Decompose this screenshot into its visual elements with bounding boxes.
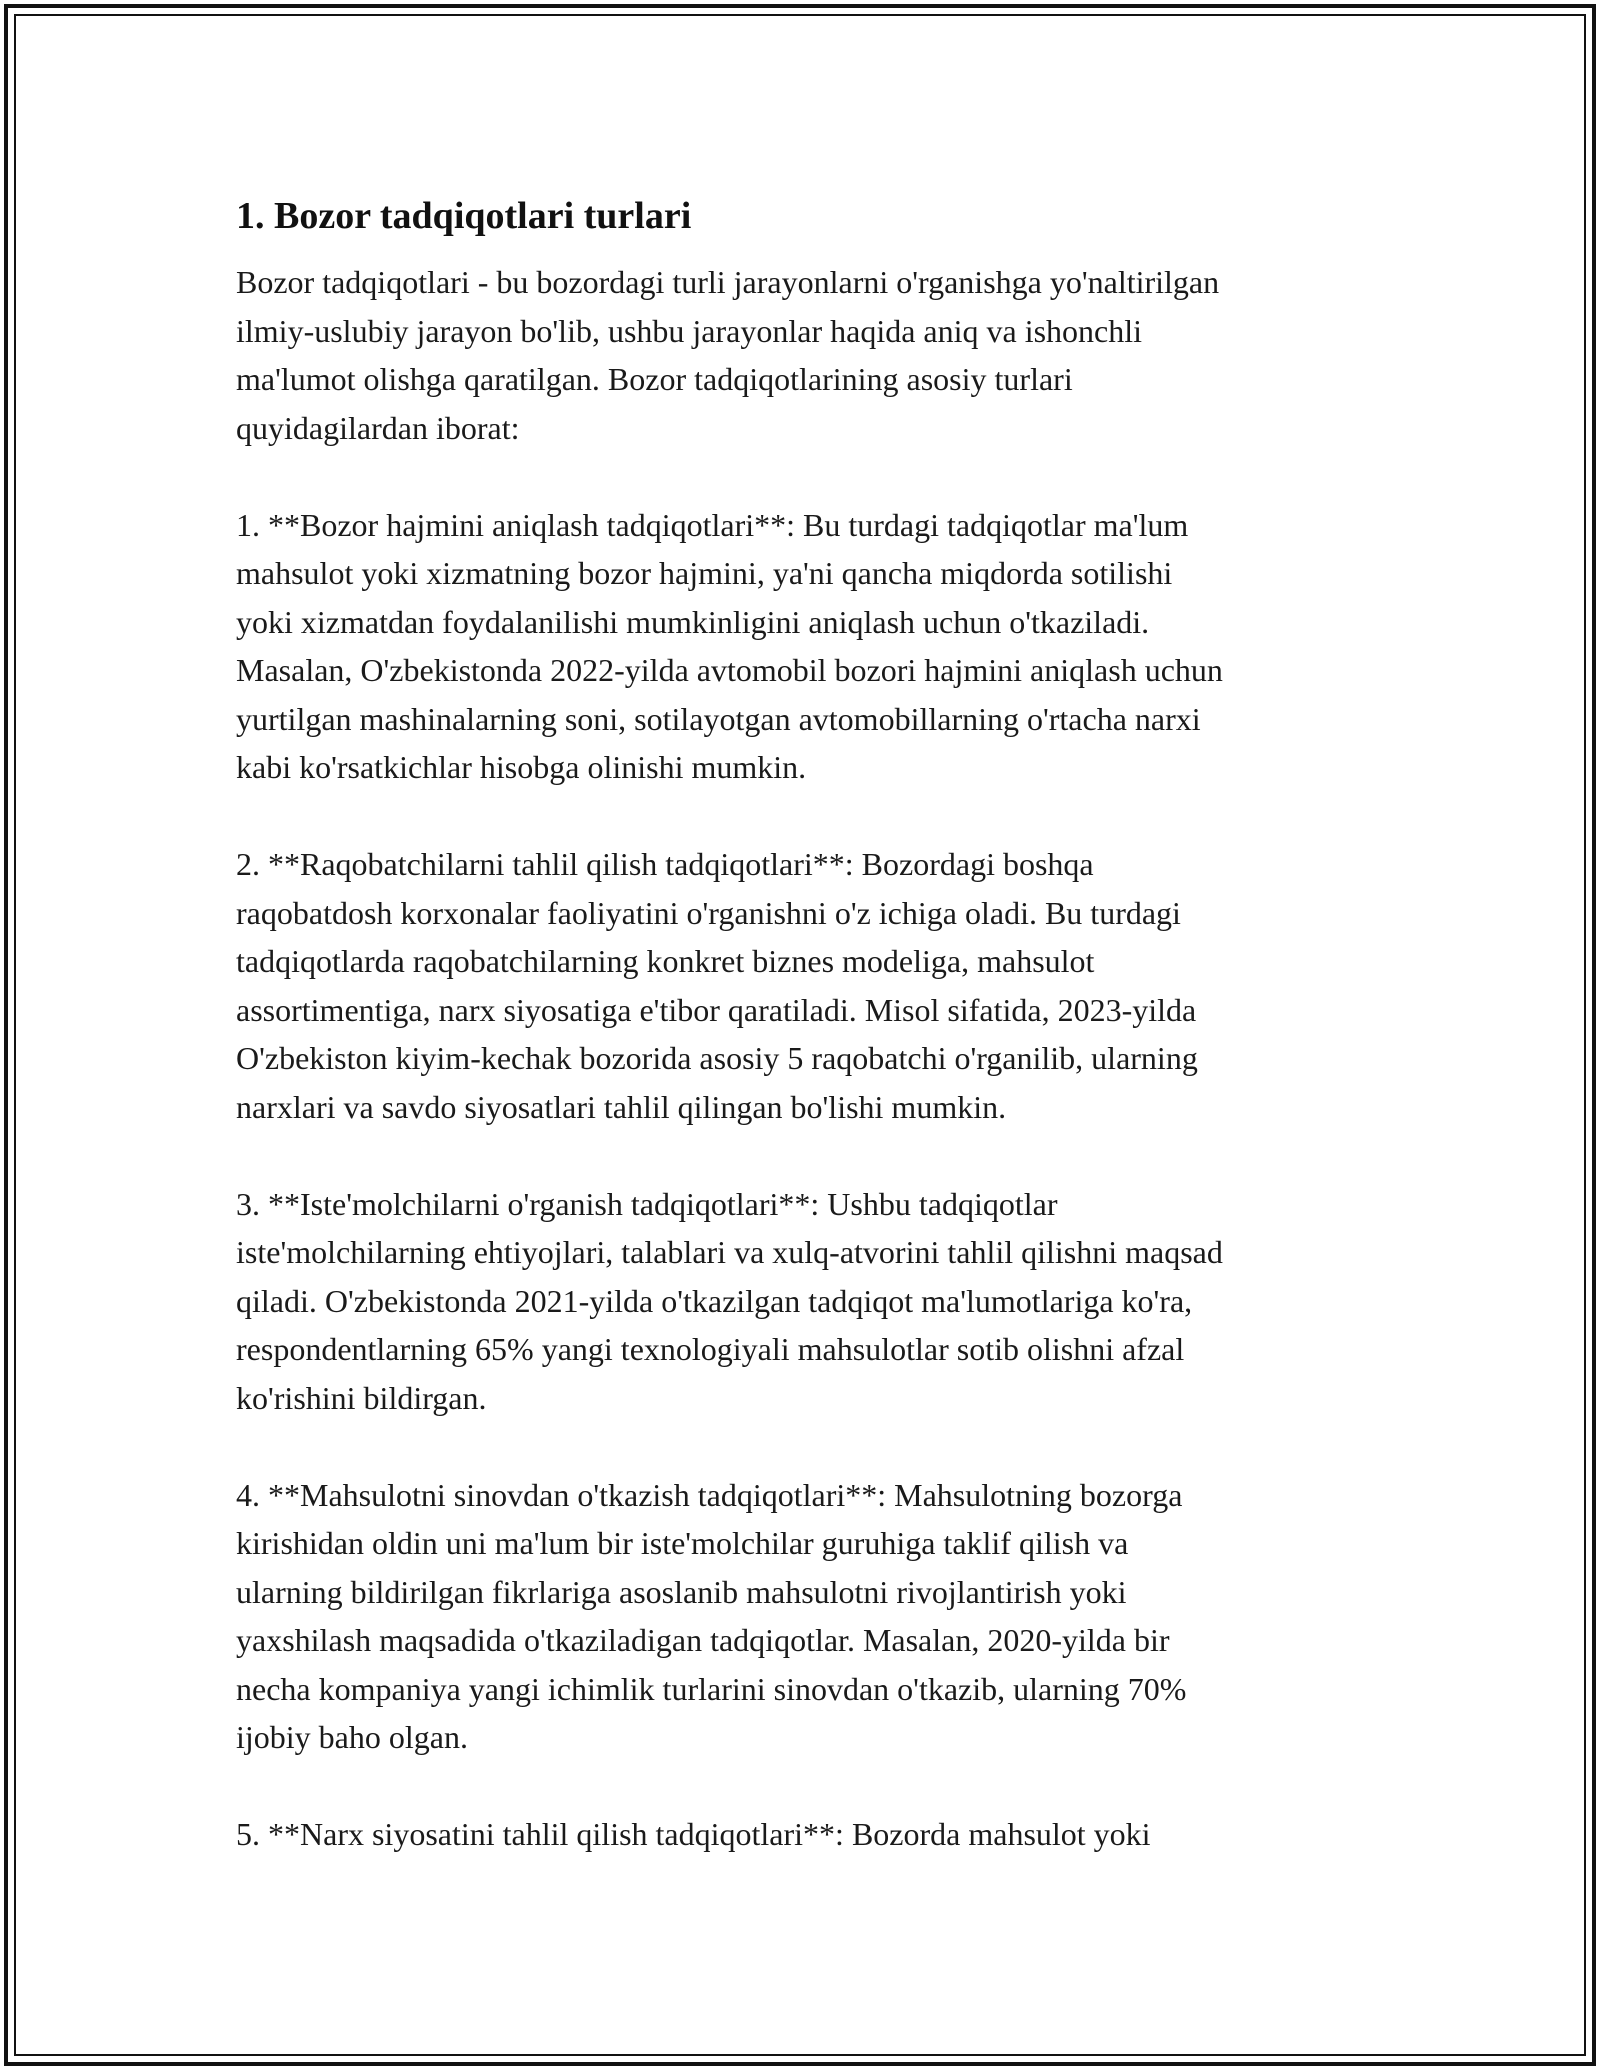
list-item-3-paragraph: 3. **Iste'molchilarni o'rganish tadqiqotlari**: Ushbu tadqiqotlar iste'molchilarning ehtiyojlari, talablari va xulq-atvorini tahlil qilishni maqsad qiladi. O'zbekistonda 2021-yilda o'tkazilgan tadqiqot ma'lumotlariga ko'ra, respondentlarning 65% yangi texnologiyali mahsulotlar sotib olishni afzal ko'rishini bildirgan. bbox=[236, 1185, 1223, 1416]
list-item-5-paragraph: 5. **Narx siyosatini tahlil qilish tadqiqotlari**: Bozorda mahsulot yoki bbox=[236, 1816, 1151, 1852]
list-item-4-paragraph: 4. **Mahsulotni sinovdan o'tkazish tadqiqotlari**: Mahsulotning bozorga kirishidan oldin uni ma'lum bir iste'molchilar guruhiga taklif qilish va ularning bildirilgan fikrlariga asoslanib mahsulotni rivojlantirish yoki yaxshilash maqsadida o'tkaziladigan tadqiqotlar. Masalan, 2020-yilda bir necha kompaniya yangi ichimlik turlarini sinovdan o'tkazib, ularning 70% ijobiy baho olgan. bbox=[236, 1476, 1187, 1755]
list-item-2-paragraph: 2. **Raqobatchilarni tahlil qilish tadqiqotlari**: Bozordagi boshqa raqobatdosh korxonalar faoliyatini o'rganishni o'z ichiga oladi. Bu turdagi tadqiqotlarda raqobatchilarning konkret biznes modeliga, mahsulot assortimentiga, narx siyosatiga e'tibor qaratiladi. Misol sifatida, 2023-yilda O'zbekiston kiyim-kechak bozorida asosiy 5 raqobatchi o'rganilib, ularning narxlari va savdo siyosatlari tahlil qilingan bo'lishi mumkin. bbox=[236, 846, 1198, 1125]
document-body bbox=[236, 186, 1376, 1859]
list-item-1-paragraph: 1. **Bozor hajmini aniqlash tadqiqotlari**: Bu turdagi tadqiqotlar ma'lum mahsulot yoki xizmatning bozor hajmini, ya'ni qancha miqdorda sotilishi yoki xizmatdan foydalanilishi mumkinligini aniqlash uchun o'tkaziladi. Masalan, O'zbekistonda 2022-yilda avtomobil bozori hajmini aniqlash uchun yurtilgan mashinalarning soni, sotilayotgan avtomobillarning o'rtacha narxi kabi ko'rsatkichlar hisobga olinishi mumkin. bbox=[236, 506, 1223, 785]
document-title: 1. Bozor tadqiqotlari turlari bbox=[236, 195, 692, 237]
intro-paragraph: Bozor tadqiqotlari - bu bozordagi turli jarayonlarni o'rganishga yo'naltirilgan ilmiy-uslubiy jarayon bo'lib, ushbu jarayonlar haqida aniq va ishonchli ma'lumot olishga qaratilgan. Bozor tadqiqotlarining asosiy turlari quyidagilardan iborat: bbox=[236, 264, 1220, 446]
